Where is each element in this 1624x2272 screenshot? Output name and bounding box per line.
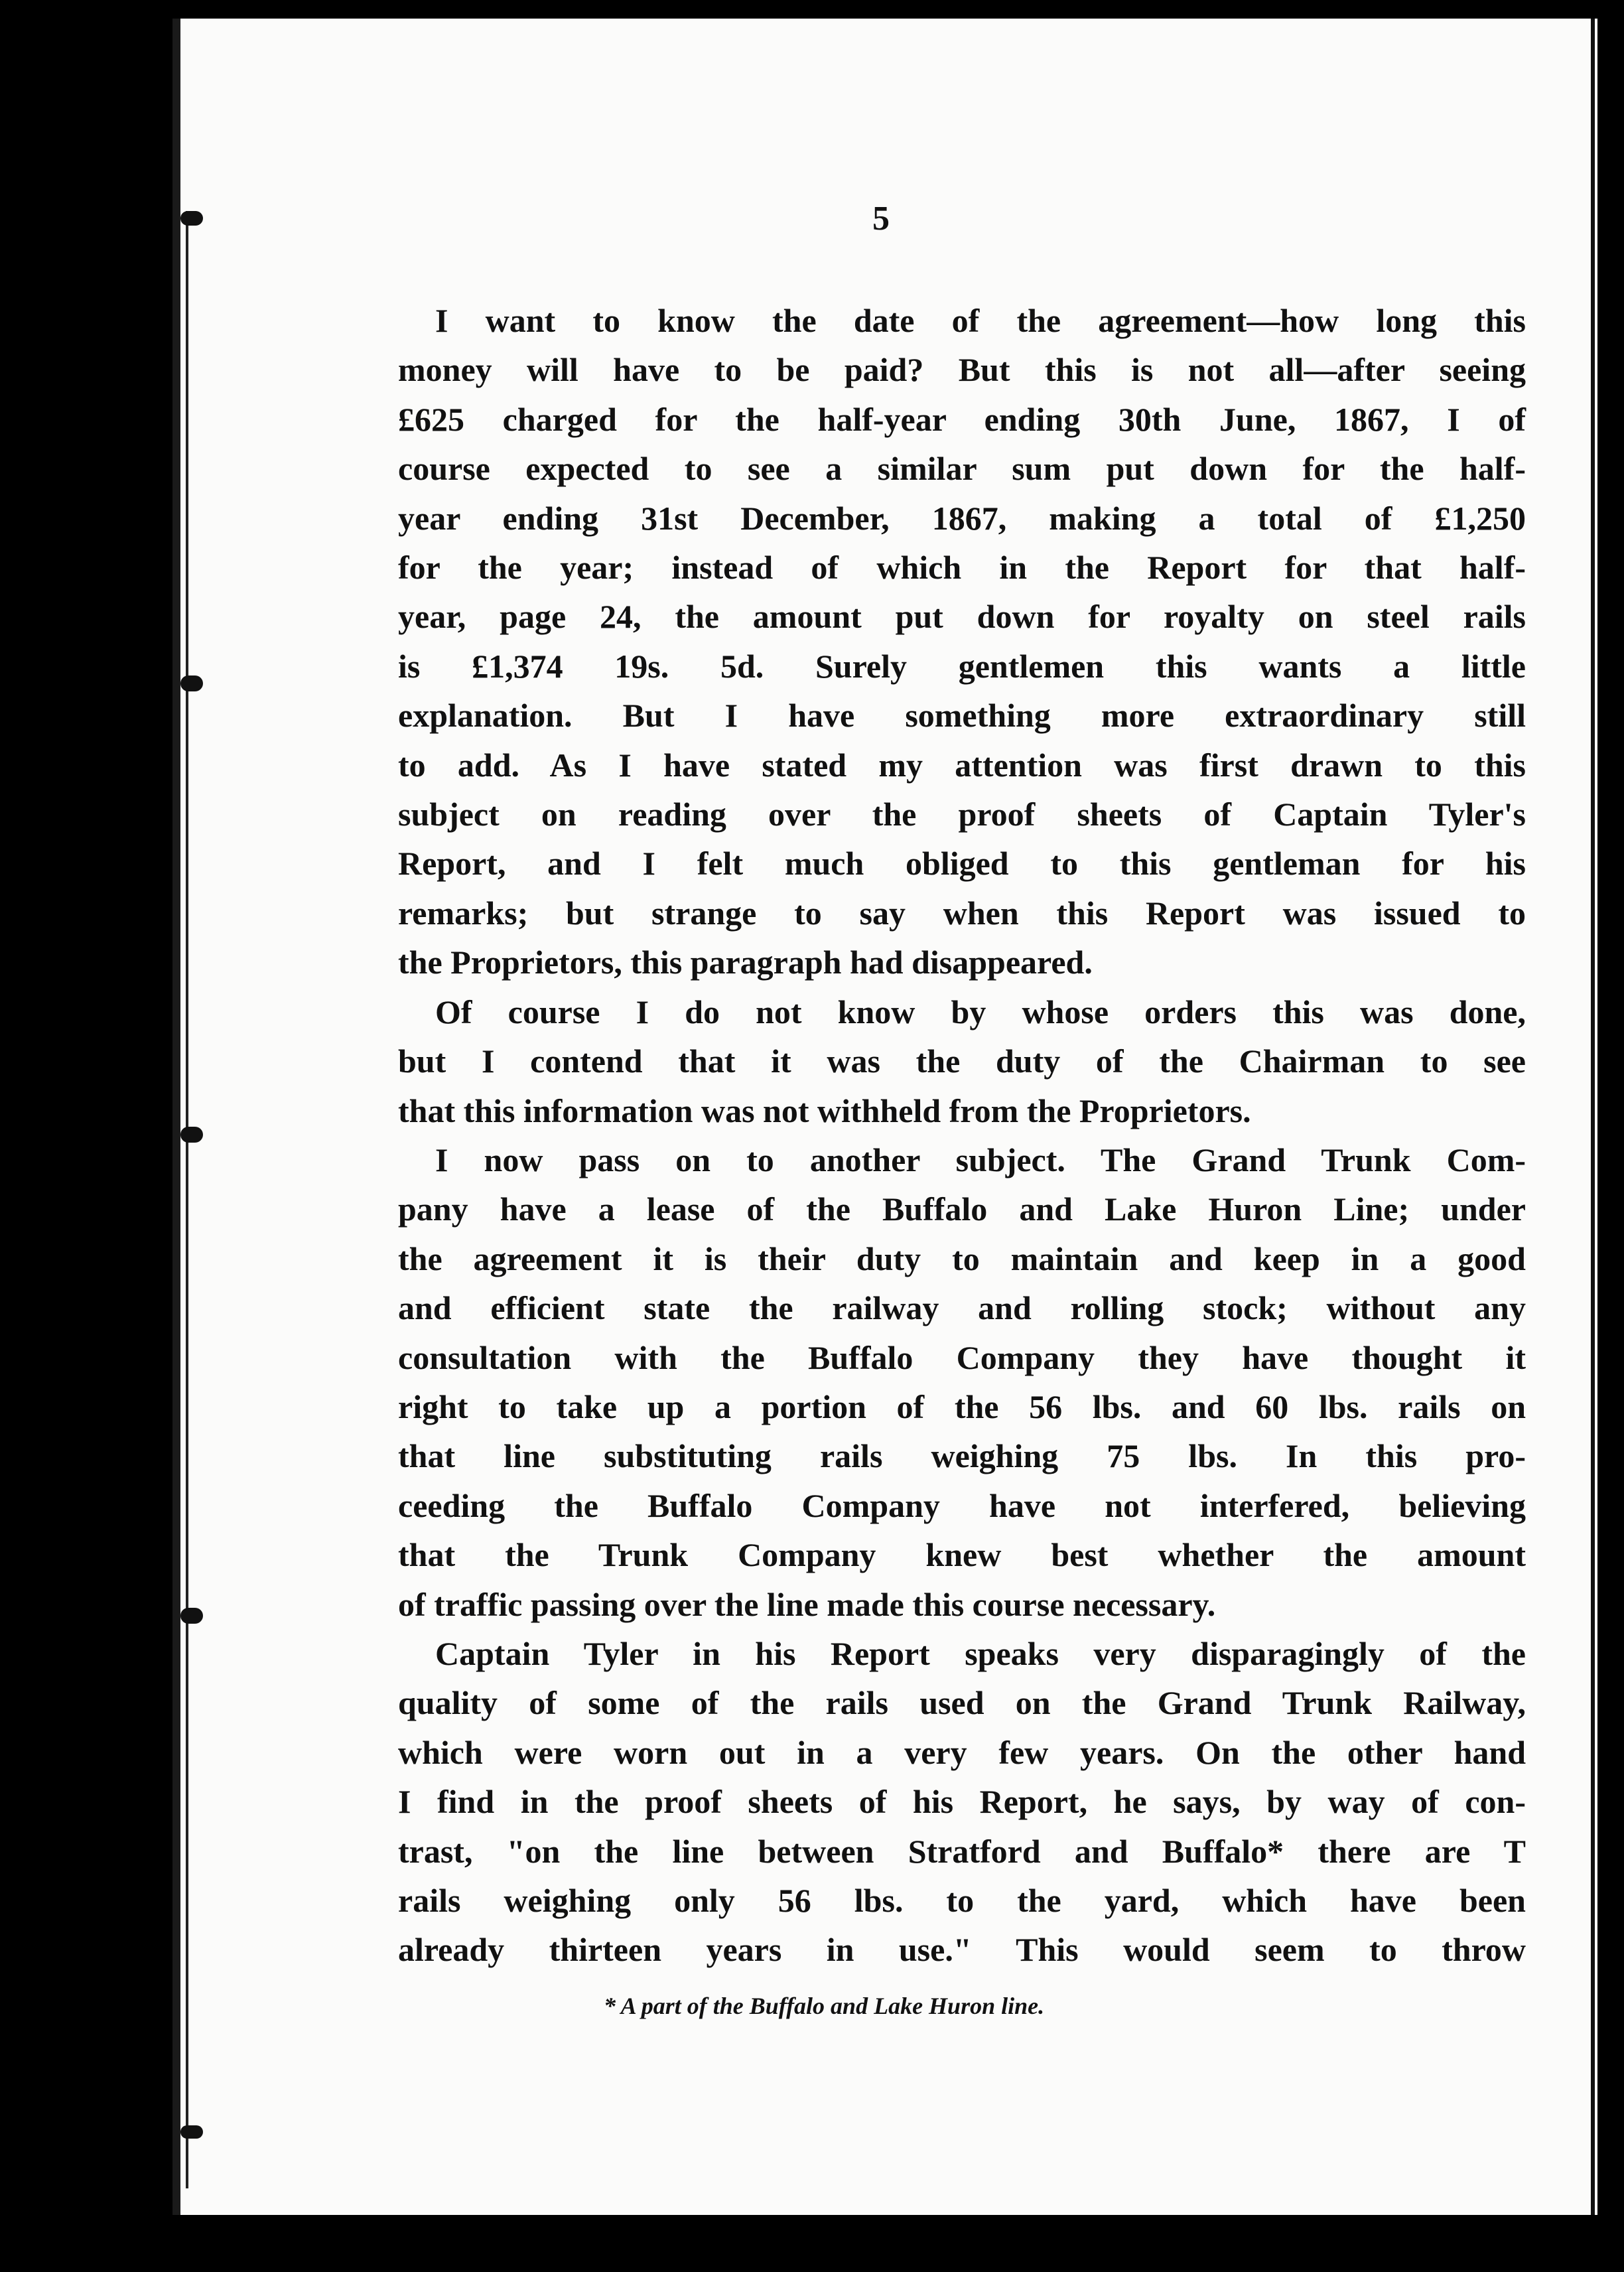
text-line: subject on reading over the proof sheets of Captain Tyler's: [398, 796, 1526, 833]
text-line: Captain Tyler in his Report speaks very disparagingly of the: [435, 1634, 1526, 1672]
text-line: year ending 31st December, 1867, making a total of £1,250: [398, 499, 1526, 537]
text-line: I want to know the date of the agreement—how long this: [435, 302, 1526, 339]
binding-stitch: [180, 675, 203, 691]
text-line: that the Trunk Company knew best whether the amount: [398, 1536, 1526, 1574]
text-line: explanation. But I have something more extraordinary still: [398, 697, 1526, 735]
text-line: pany have a lease of the Buffalo and Lake Huron Line; under: [398, 1190, 1526, 1228]
binding-thread: [186, 211, 188, 2188]
text-line: which were worn out in a very few years. On the other hand: [398, 1733, 1526, 1771]
text-line: the agreement it is their duty to maintain and keep in a good: [398, 1240, 1526, 1277]
text-line: year, page 24, the amount put down for royalty on steel rails: [398, 598, 1526, 636]
text-line: that line substituting rails weighing 75 lbs. In this pro-: [398, 1437, 1526, 1475]
text-line: Of course I do not know by whose orders this was done,: [435, 993, 1526, 1030]
binding-stitch: [180, 1608, 203, 1624]
text-line: £625 charged for the half-year ending 30th June, 1867, I of: [398, 400, 1526, 438]
page-number: 5: [872, 200, 890, 238]
text-line: for the year; instead of which in the Report for that half-: [398, 549, 1526, 587]
body-text: [398, 296, 1526, 1975]
page-sheet: [172, 19, 1597, 2215]
text-line: quality of some of the rails used on the Grand Trunk Railway,: [398, 1684, 1526, 1722]
text-line: I now pass on to another subject. The Grand Trunk Com-: [435, 1141, 1526, 1178]
binding-stitch: [180, 1127, 203, 1143]
text-line: rails weighing only 56 lbs. to the yard, which have been: [398, 1882, 1526, 1919]
binding-stitch: [180, 211, 203, 226]
text-line: and efficient state the railway and rolling stock; without any: [398, 1289, 1526, 1327]
text-line: ceeding the Buffalo Company have not interfered, believing: [398, 1486, 1526, 1524]
text-line: is £1,374 19s. 5d. Surely gentlemen this wants a little: [398, 647, 1526, 685]
text-line: right to take up a portion of the 56 lbs. and 60 lbs. rails on: [398, 1387, 1526, 1425]
text-line: I find in the proof sheets of his Report, he says, by way of con-: [398, 1783, 1526, 1821]
text-line: trast, "on the line between Stratford and Buffalo* there are T: [398, 1832, 1526, 1870]
text-line: course expected to see a similar sum put down for the half-: [398, 450, 1526, 488]
text-line: that this information was not withheld from the Proprietors.: [398, 1092, 1251, 1129]
text-line: Report, and I felt much obliged to this gentleman for his: [398, 845, 1526, 883]
text-line: to add. As I have stated my attention was first drawn to this: [398, 746, 1526, 784]
text-line: of traffic passing over the line made this course necessary.: [398, 1585, 1216, 1623]
text-line: but I contend that it was the duty of the Chairman to see: [398, 1042, 1526, 1080]
text-line: remarks; but strange to say when this Report was issued to: [398, 894, 1526, 932]
page-edge-rule: [1591, 19, 1595, 2215]
text-line: already thirteen years in use." This would seem to throw: [398, 1931, 1526, 1969]
footnote: * A part of the Buffalo and Lake Huron line.: [604, 1993, 1045, 2019]
binding-stitch: [180, 2125, 203, 2139]
text-line: the Proprietors, this paragraph had disappeared.: [398, 944, 1093, 981]
text-line: consultation with the Buffalo Company they have thought it: [398, 1338, 1526, 1376]
text-line: money will have to be paid? But this is not all—after seeing: [398, 351, 1526, 389]
binding-edge: [172, 19, 180, 2215]
